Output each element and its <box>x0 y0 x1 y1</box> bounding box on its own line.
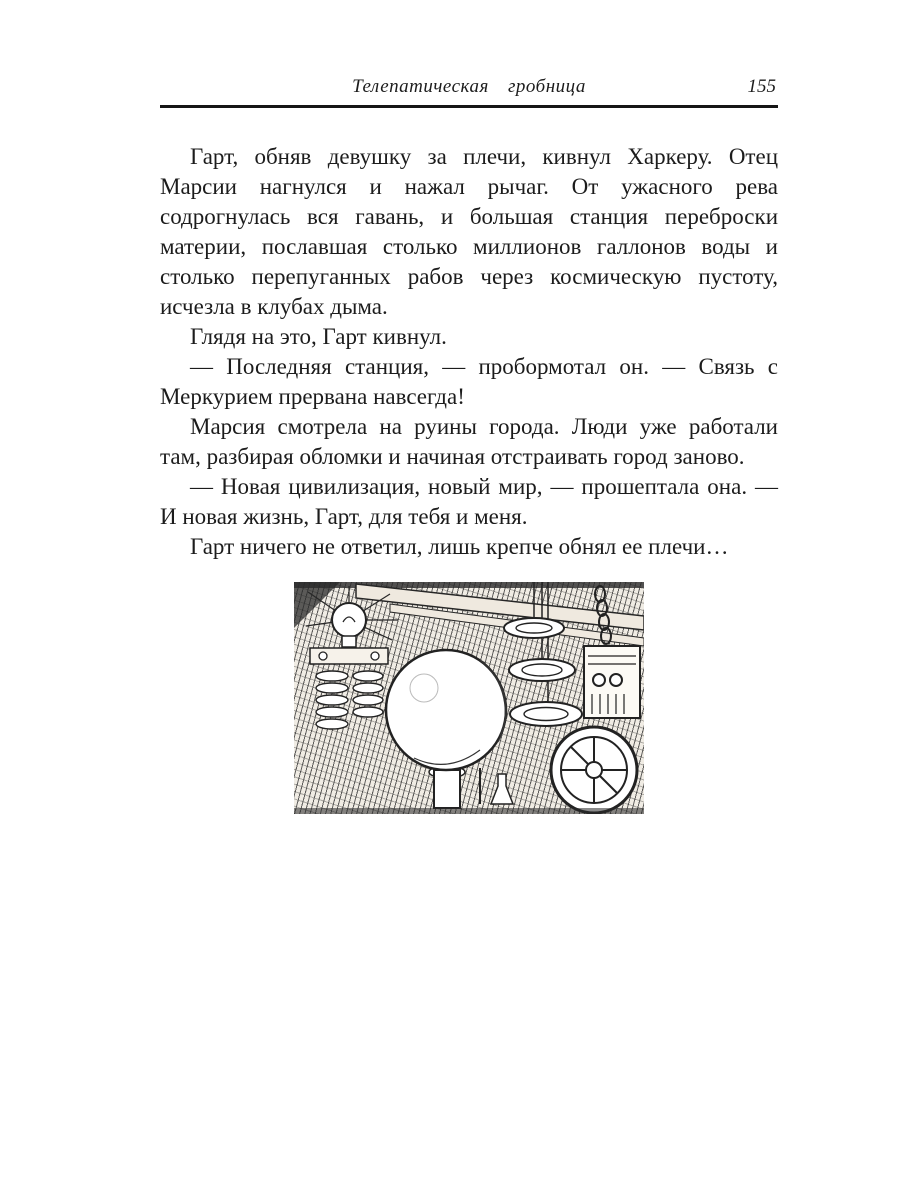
body-text <box>160 142 778 562</box>
running-title: Телепатическая гробница <box>352 76 586 97</box>
paragraph: Марсия смотрела на руины города. Люди уже работали там, разбирая обломки и начиная отстраивать город заново. <box>160 414 778 469</box>
paragraph: Гарт, обняв девушку за плечи, кивнул Харкеру. Отец Марсии нагнулся и нажал рычаг. От ужасного рева содрогнулась вся гавань, и большая станция переброски материи, пославшая столько миллионов галлонов воды и столько перепуганных рабов через космическую пустоту, исчезла в клубах дыма. <box>160 144 778 319</box>
paragraph: Гарт ничего не ответил, лишь крепче обнял ее плечи… <box>190 534 729 559</box>
running-header <box>160 76 778 100</box>
paragraph: — Последняя станция, — пробормотал он. — Связь с Меркурием прервана навсегда! <box>160 354 778 409</box>
machinery-engraving-icon <box>294 582 644 814</box>
header-rule <box>160 105 778 108</box>
page-content <box>160 76 778 814</box>
page-number: 155 <box>747 76 776 97</box>
paragraph: Глядя на это, Гарт кивнул. <box>190 324 447 349</box>
illustration <box>294 582 644 814</box>
paragraph: — Новая цивилизация, новый мир, — прошептала она. — И новая жизнь, Гарт, для тебя и меня. <box>160 474 778 529</box>
